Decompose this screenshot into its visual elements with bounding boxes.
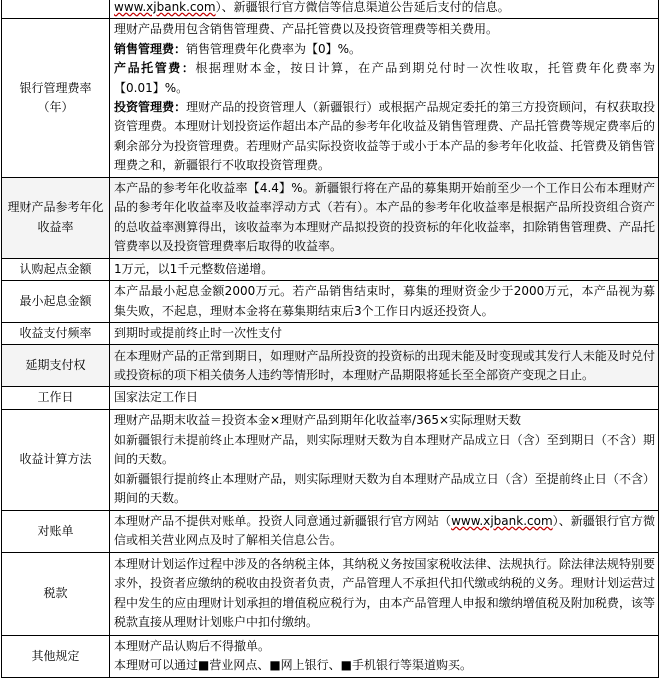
content-paragraph	[114, 431, 655, 470]
website-link[interactable]: www.xjbank.com	[451, 513, 553, 528]
bank-management-fee-row	[2, 19, 659, 177]
row-label-cell	[2, 0, 110, 19]
content-text: 如新疆银行提前终止本理财产品，则实际理财天数为自本理财产品成立日（含）至提前终止日（不含）期间的天数。	[114, 471, 655, 505]
product-terms-document	[1, 0, 659, 678]
content-paragraph	[114, 555, 655, 633]
content-text: 本理财产品不提供对账单。投资人同意通过新疆银行官方网站（	[114, 513, 452, 528]
content-paragraph	[114, 98, 655, 176]
content-text: 理财产品期末收益＝投资本金×理财产品到期年化收益率/365×实际理财天数	[114, 413, 522, 428]
row-label: 收益计算方法	[19, 452, 92, 467]
row-label-cell	[2, 258, 110, 280]
row-label: 对账单	[37, 523, 74, 538]
content-paragraph	[114, 282, 655, 321]
working-day-row	[2, 387, 659, 409]
row-content-cell	[110, 510, 659, 552]
row-content-cell	[110, 258, 659, 280]
content-text: 本理财计划运作过程中涉及的各纳税主体，其纳税义务按国家税收法律、法规执行。除法律法规特别要求外，投资者应缴纳的税收由投资者负责，产品管理人不承担代扣代缴或纳税的义务。理财计划运营过程中发生的应由理财计划承担的增值税应税行为，由本产品管理人申报和缴纳增值税及附加税费，该等税款直接从理财计划账户中扣付缴纳。	[114, 557, 655, 630]
content-text: 根据理财本金，按日计算，在产品到期兑付时一次性收取，托管费年化费率为【0.01】%。	[114, 61, 655, 95]
tax-row	[2, 552, 659, 635]
content-text: 1万元，以1千元整数倍递增。	[114, 261, 274, 276]
reference-yield-row	[2, 177, 659, 258]
row-content-cell	[110, 177, 659, 258]
row-label: 最小起息金额	[19, 293, 92, 308]
content-text: 在本理财产品的正常到期日，如理财产品所投资的投资标的出现未能及时变现或其发行人未能及时兑付或投资标的项下相关债务人违约等情形时，本理财产品期限将延长至全部资产变现之日止。	[114, 348, 655, 382]
row-content-cell	[110, 552, 659, 635]
row-label-cell	[2, 281, 110, 323]
statement-notice-row	[2, 0, 659, 19]
content-paragraph	[114, 40, 655, 59]
content-paragraph	[114, 0, 655, 17]
row-content-cell	[110, 635, 659, 677]
row-label-cell	[2, 19, 110, 177]
content-paragraph	[114, 260, 655, 279]
row-label-cell	[2, 510, 110, 552]
row-content-cell	[110, 0, 659, 19]
content-text: 销售管理费年化费率为【0】%。	[186, 41, 362, 56]
row-label-cell	[2, 177, 110, 258]
row-content-cell	[110, 345, 659, 387]
content-text: ）、新疆银行官方微信或相关营业网点及时了解相关信息公告。	[114, 513, 655, 548]
row-label-cell	[2, 345, 110, 387]
term-heading: 销售管理费：	[114, 41, 187, 56]
row-content-cell	[110, 409, 659, 510]
content-paragraph	[114, 59, 655, 98]
content-paragraph	[114, 470, 655, 509]
content-text: 理财产品的投资管理人（新疆银行）或根据产品规定委托的第三方投资顾问，有权获取投资管理费。本理财计划投资运作超出本产品的参考年化收益及销售管理费、产品托管费等规定费率后的剩余部分为投资管理费。若理财产品实际投资收益等于或小于本产品的参考年化收益、托管费及销售管理费之和，新疆银行不收取投资管理费。	[114, 100, 655, 173]
row-label: 银行管理费率（年）	[19, 80, 92, 115]
content-text: 国家法定工作日	[114, 390, 199, 405]
product-terms-table	[1, 0, 659, 678]
row-content-cell	[110, 281, 659, 323]
deferred-payment-row	[2, 345, 659, 387]
statement-row	[2, 510, 659, 552]
row-label: 收益支付频率	[19, 326, 92, 341]
row-label-cell	[2, 409, 110, 510]
row-label-cell	[2, 323, 110, 345]
content-paragraph	[114, 179, 655, 257]
row-label: 税款	[43, 586, 68, 601]
other-provisions-row	[2, 635, 659, 677]
subscription-minimum-row	[2, 258, 659, 280]
row-label: 延期支付权	[25, 358, 86, 373]
content-text: 本产品最小起息金额2000万元。若产品销售结束时，募集的理财资金少于2000万元，本产品视为募集失败，不起息，理财本金将在募集期结束后3个工作日内返还投资人。	[114, 284, 655, 318]
term-heading: 产品托管费：	[114, 61, 196, 76]
content-text: 如新疆银行未提前终止本理财产品，则实际理财天数为自本理财产品成立日（含）至到期日（不含）期间的天数。	[114, 432, 655, 467]
content-paragraph	[114, 656, 655, 675]
content-text: ）、新疆银行官方微信等信息渠道公告延后支付的信息。	[215, 0, 510, 14]
content-paragraph	[114, 388, 655, 407]
row-label-cell	[2, 635, 110, 677]
row-label: 理财产品参考年化收益率	[7, 200, 104, 234]
row-content-cell	[110, 387, 659, 409]
content-paragraph	[114, 324, 655, 343]
content-text: 理财产品费用包含销售管理费、产品托管费以及投资管理费等相关费用。	[114, 22, 499, 37]
term-heading: 投资管理费：	[114, 100, 187, 115]
income-calculation-row	[2, 409, 659, 510]
content-text: 本理财产品认购后不得撤单。	[114, 638, 271, 653]
row-content-cell	[110, 19, 659, 177]
content-text: 本理财可以通过■营业网点、■网上银行、■手机银行等渠道购买。	[114, 658, 473, 673]
content-text: 本产品的参考年化收益率【4.4】%。新疆银行将在产品的募集期开始前至少一个工作日公布本理财产品的参考年化收益率及收益率浮动方式（若有）。本产品的参考年化收益率是根据产品所投资组合资产的总收益率测算得出，该收益率为本理财产品拟投资的投资标的年化收益率，扣除销售管理费、产品托管费率以及投资管理费率后取得的收益率。	[114, 180, 655, 254]
row-label: 认购起点金额	[19, 261, 92, 276]
content-paragraph	[114, 637, 655, 656]
row-label-cell	[2, 387, 110, 409]
income-payment-frequency-row	[2, 323, 659, 345]
terms-table-body	[2, 0, 659, 677]
content-paragraph	[114, 20, 655, 39]
content-paragraph	[114, 512, 655, 551]
minimum-interest-amount-row	[2, 281, 659, 323]
content-paragraph	[114, 347, 655, 386]
row-content-cell	[110, 323, 659, 345]
content-text: 到期时或提前终止时一次性支付	[114, 326, 283, 341]
content-paragraph	[114, 411, 655, 430]
row-label: 工作日	[37, 390, 74, 405]
row-label-cell	[2, 552, 110, 635]
row-label: 其他规定	[31, 648, 80, 663]
website-link[interactable]: www.xjbank.com	[114, 0, 216, 14]
